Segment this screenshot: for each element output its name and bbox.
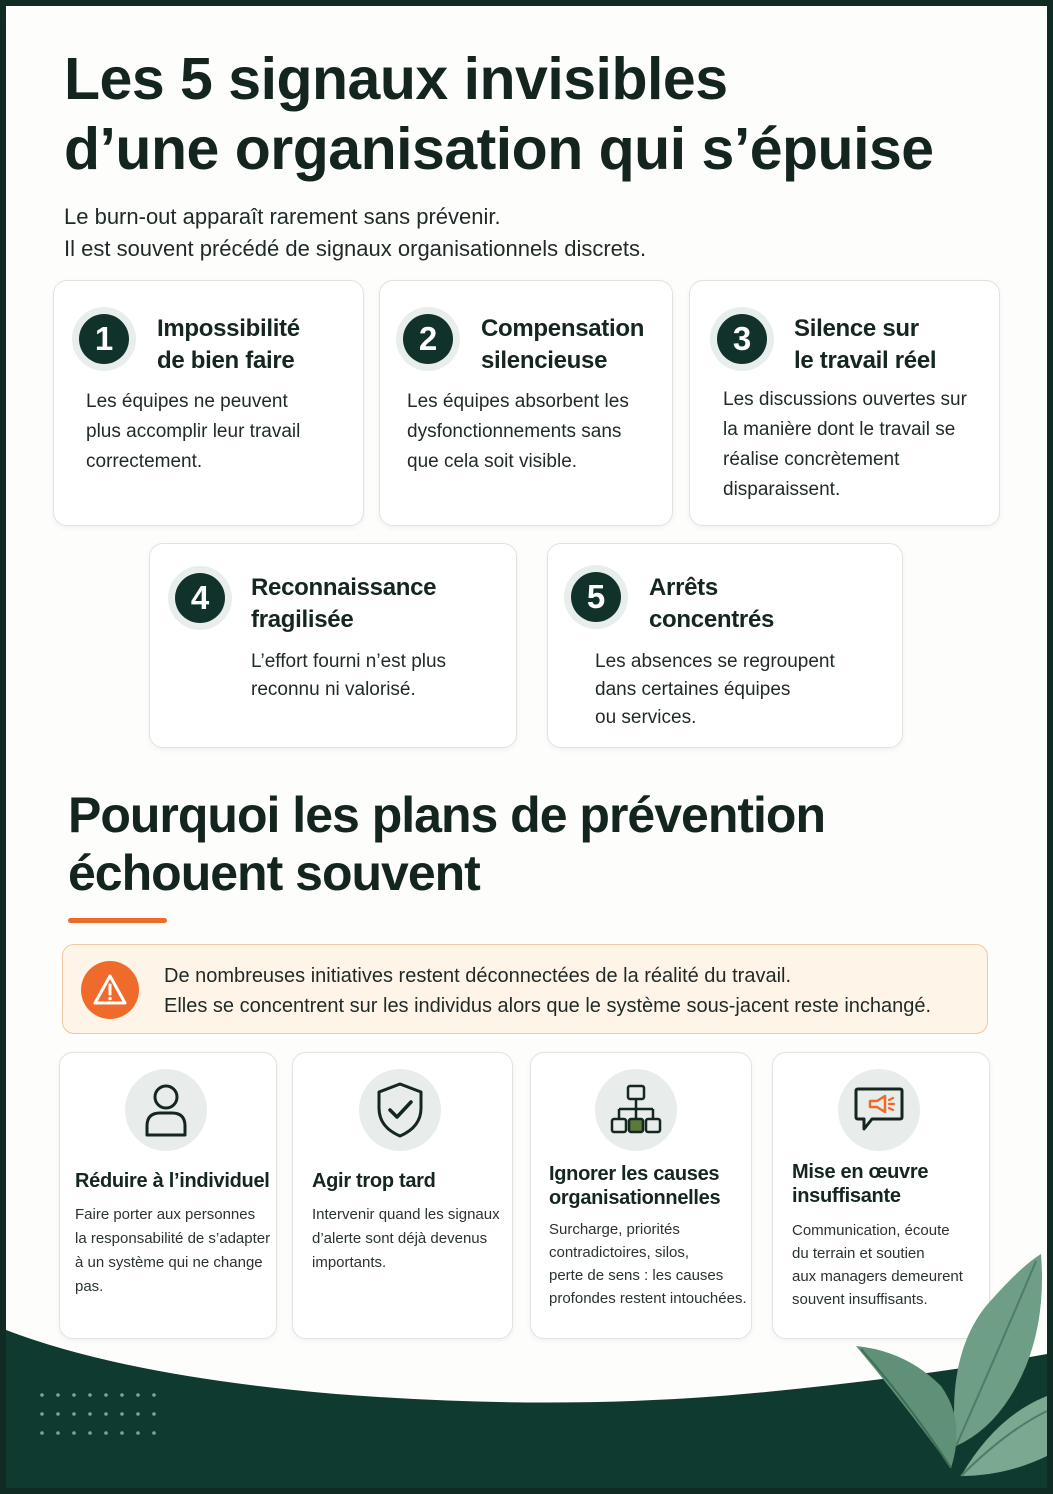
failure-description: Intervenir quand les signaux d’alerte sont déjà devenus importants. (312, 1206, 500, 1271)
intro-line-2: Il est souvent précédé de signaux organisationnels discrets. (64, 236, 647, 261)
signal-title: Compensation silencieuse (481, 315, 645, 374)
signal-title: Reconnaissance fragilisée (251, 574, 437, 633)
failure-description: Surcharge, priorités contradictoires, silos, perte de sens : les causes profondes restent intouchées. (549, 1221, 747, 1307)
person-icon (125, 1069, 207, 1151)
decorative-leaves (836, 1236, 1047, 1488)
decorative-dots (39, 1392, 169, 1438)
signal-description: Les absences se regroupent dans certaines équipes ou services. (595, 651, 835, 728)
intro-line-1: Le burn-out apparaît rarement sans prévenir. (64, 204, 501, 229)
org-chart-icon (595, 1069, 677, 1151)
main-title (64, 44, 1024, 184)
number-badge: 2 (396, 307, 460, 371)
section-title: Pourquoi les plans de prévention échouent souvent (68, 787, 826, 901)
speech-megaphone-icon (838, 1069, 920, 1151)
signal-title: Silence sur le travail réel (794, 315, 937, 374)
signal-card-3 (689, 280, 1000, 526)
signal-card-4 (149, 543, 517, 748)
alert-text: De nombreuses initiatives restent déconnectées de la réalité du travail. Elles se concentrent sur les individus alors que le système sous-jacent reste inchangé. (164, 965, 932, 1017)
failure-description: Faire porter aux personnes la responsabilité de s’adapter à un système qui ne change pas. (75, 1206, 271, 1295)
signal-description: Les discussions ouvertes sur la manière dont le travail se réalise concrètement disparaissent. (723, 389, 967, 500)
signal-description: Les équipes ne peuvent plus accomplir leur travail correctement. (86, 391, 301, 472)
intro-text (64, 201, 964, 265)
main-title-line-1: Les 5 signaux invisibles (64, 46, 728, 112)
number-badge: 1 (72, 307, 136, 371)
failure-title: Réduire à l’individuel (75, 1170, 270, 1192)
shield-check-icon (359, 1069, 441, 1151)
signal-card-5 (547, 543, 903, 748)
signal-title: Impossibilité de bien faire (157, 315, 300, 374)
infographic-page (6, 6, 1047, 1488)
alert-box (62, 944, 988, 1034)
number-badge: 5 (564, 565, 628, 629)
signal-card-1 (53, 280, 364, 526)
main-title-line-2: d’une organisation qui s’épuise (64, 116, 934, 182)
number-badge: 4 (168, 566, 232, 630)
signal-description: L’effort fourni n’est plus reconnu ni valorisé. (251, 651, 447, 700)
accent-underline (68, 918, 167, 923)
warning-icon (81, 961, 139, 1019)
failure-title: Mise en œuvre insuffisante (792, 1161, 929, 1207)
signal-description: Les équipes absorbent les dysfonctionnements sans que cela soit visible. (407, 391, 629, 472)
failure-description: Communication, écoute du terrain et soutien aux managers demeurent souvent insuffisants. (792, 1222, 963, 1308)
failure-title: Ignorer les causes organisationnelles (549, 1163, 721, 1209)
signal-card-2 (379, 280, 673, 526)
number-badge: 3 (710, 307, 774, 371)
failure-title: Agir trop tard (312, 1170, 436, 1192)
signal-title: Arrêts concentrés (649, 574, 775, 633)
